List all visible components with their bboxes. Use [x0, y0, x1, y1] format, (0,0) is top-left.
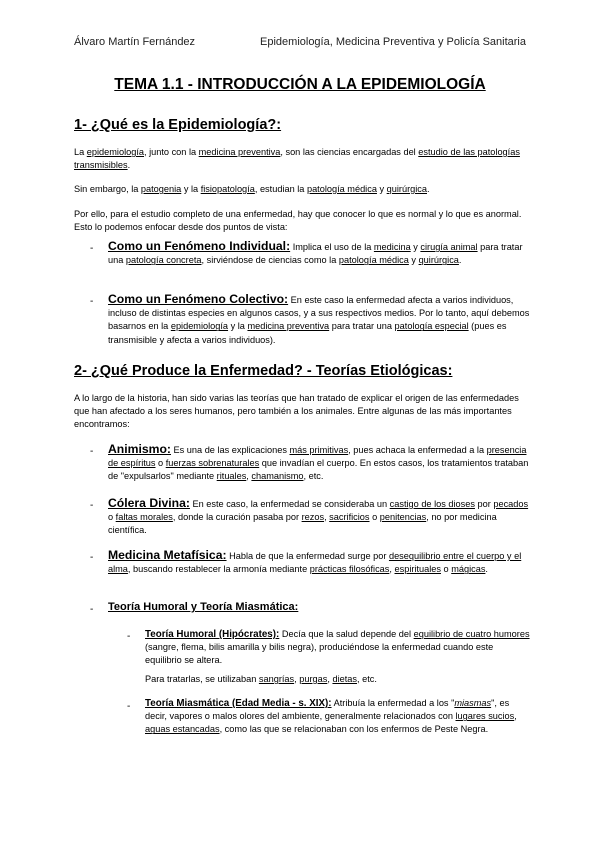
- bullet-marker: -: [90, 500, 94, 511]
- s2-item-colera-divina: Cólera Divina: En este caso, la enfermedad se consideraba un castigo de los dioses por pecados o faltas morales, donde la curación pasaba por rezos, sacrificios o penitencias, no por medicina científica.: [108, 496, 529, 536]
- page-title: TEMA 1.1 - INTRODUCCIÓN A LA EPIDEMIOLOGÍA: [114, 76, 486, 93]
- bullet-marker: -: [90, 604, 94, 615]
- bullet-marker: -: [90, 296, 94, 307]
- bullet-marker: -: [90, 552, 94, 563]
- s1-paragraph-2: Sin embargo, la patogenia y la fisiopatología, estudian la patología médica y quirúrgica.: [74, 184, 430, 194]
- sub-bullet-marker: -: [127, 701, 131, 712]
- header-author: Álvaro Martín Fernández: [74, 36, 196, 48]
- s2-sub-humoral: Teoría Humoral (Hipócrates): Decía que la salud depende del equilibrio de cuatro humores (sangre, flema, bilis amarilla y bilis negra), produciéndose la enfermedad cuando este equilibrio se altera.: [145, 629, 530, 666]
- s2-item-humoral-miasmatica: Teoría Humoral y Teoría Miasmática:: [108, 601, 299, 613]
- section-2-heading: 2- ¿Qué Produce la Enfermedad? - Teorías Etiológicas:: [74, 363, 453, 379]
- s2-item-animismo: Animismo: Es una de las explicaciones más primitivas, pues achaca la enfermedad a la presencia de espíritus o fuerzas sobrenaturales que invadían el cuerpo. En estos casos, los tratamientos trataban de "expulsarlos" mediante rituales, chamanismo, etc.: [108, 442, 529, 482]
- s1-item-colectivo: Como un Fenómeno Colectivo: En este caso la enfermedad afecta a varios individuos, incluso de distintas especies en algunos casos, y a sus respectivos medios. Por lo tanto, aquí debemos basarnos en la epidemiología y la medicina preventiva para tratar una patología especial (pues es transmisible y afecta a varios individuos).: [108, 292, 530, 345]
- header-course: Epidemiología, Medicina Preventiva y Policía Sanitaria: [260, 36, 526, 48]
- s1-paragraph-1: La epidemiología, junto con la medicina preventiva, son las ciencias encargadas del estudio de las patologías transmisibles.: [74, 147, 520, 171]
- s2-paragraph-1: A lo largo de la historia, han sido varias las teorías que han tratado de explicar el origen de las enfermedades que han afectado a los seres humanos, pero también a los animales. Entre algunas de las más importantes encontramos:: [74, 393, 519, 430]
- s1-item-individual: Como un Fenómeno Individual: Implica el uso de la medicina y cirugía animal para tratar una patología concreta, sirviéndose de ciencias como la patología médica y quirúrgica.: [108, 239, 523, 266]
- s2-item-metafisica: Medicina Metafísica: Habla de que la enfermedad surge por desequilibrio entre el cuerpo y el alma, buscando restablecer la armonía mediante prácticas filosóficas, espirituales o mágicas.: [108, 548, 522, 575]
- s1-paragraph-3: Por ello, para el estudio completo de una enfermedad, hay que conocer lo que es normal y lo que es anormal. Esto lo podemos enfocar desde dos puntos de vista:: [74, 209, 522, 233]
- s2-sub-humoral-tratamiento: Para tratarlas, se utilizaban sangrías, purgas, dietas, etc.: [145, 674, 377, 684]
- section-1-heading: 1- ¿Qué es la Epidemiología?:: [74, 117, 282, 133]
- sub-bullet-marker: -: [127, 631, 131, 642]
- s2-sub-miasmatica: Teoría Miasmática (Edad Media - s. XIX): Atribuía la enfermedad a los "miasmas", es decir, vapores o malos olores del ambiente, generalmente relacionados con lugares sucios, aguas estancadas, como las que se relacionaban con los enfermos de Peste Negra.: [145, 698, 517, 735]
- bullet-marker: -: [90, 243, 94, 254]
- bullet-marker: -: [90, 446, 94, 457]
